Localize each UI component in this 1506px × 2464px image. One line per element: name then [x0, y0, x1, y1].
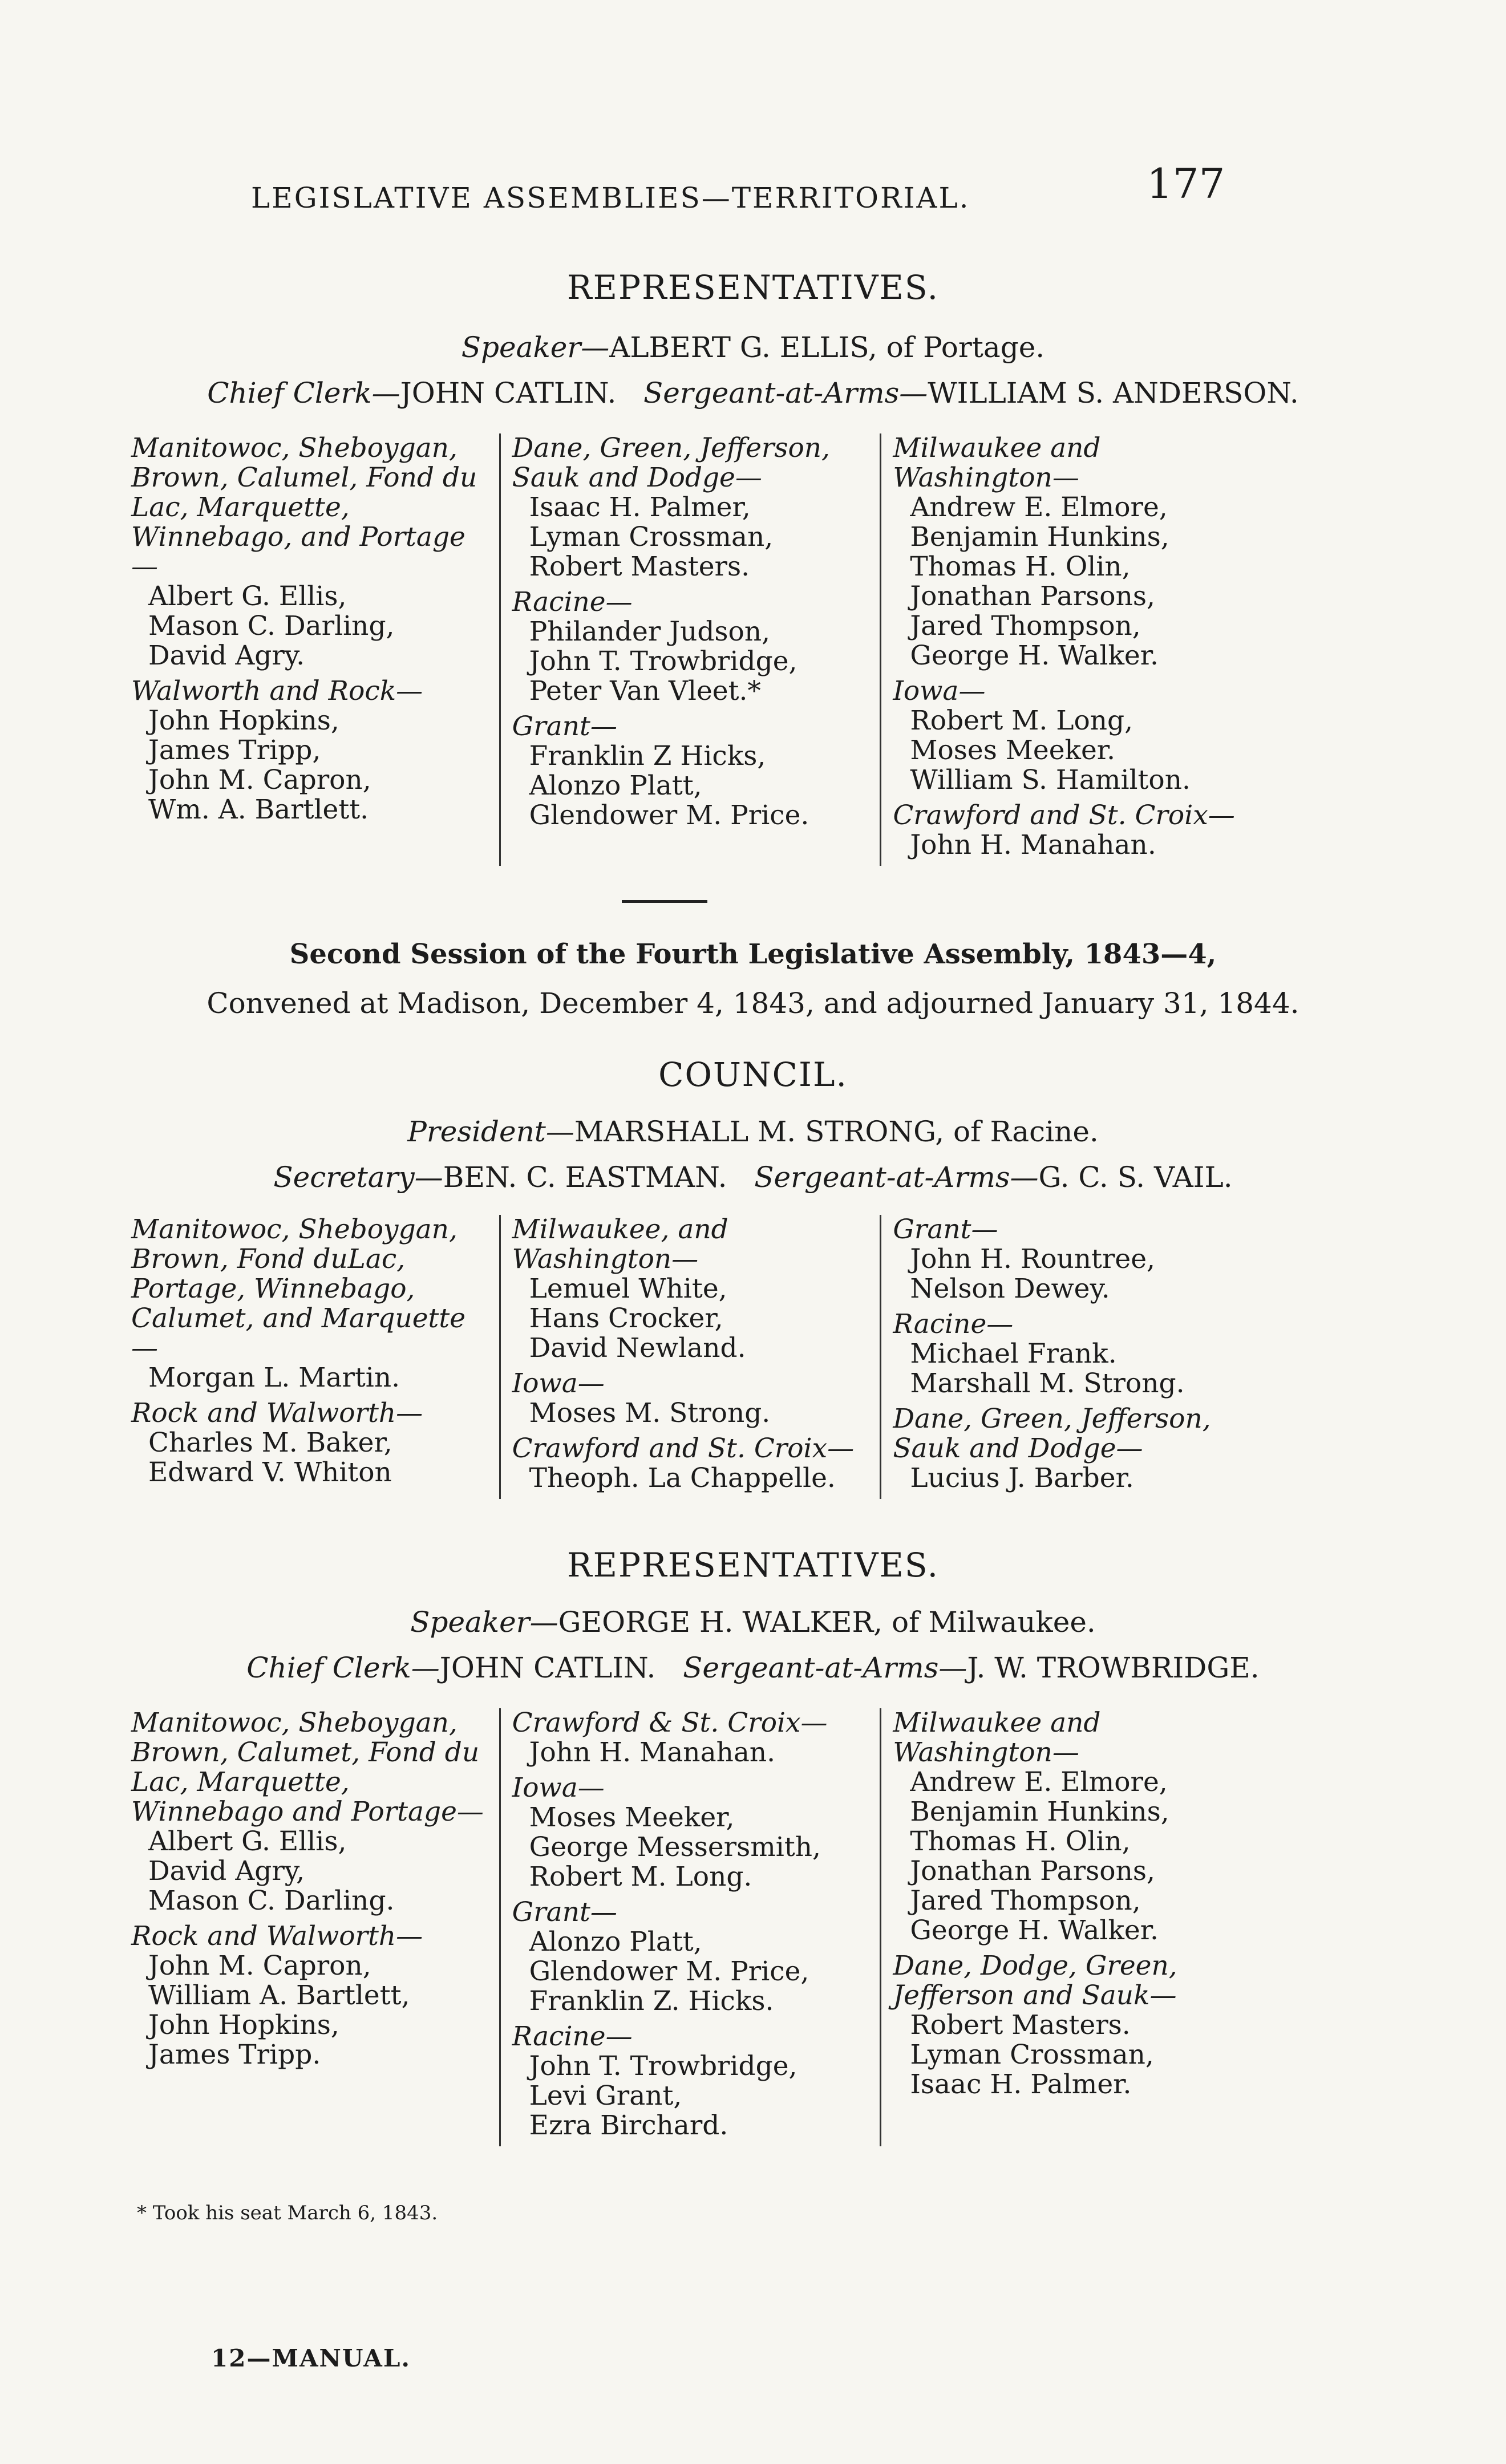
clerk-line-2 — [0, 1651, 1506, 1684]
district-column — [499, 1708, 880, 2146]
member-name: Peter Van Vleet.* — [529, 675, 761, 707]
running-title: LEGISLATIVE ASSEMBLIES—TERRITORIAL. — [251, 181, 970, 214]
district-column — [499, 433, 880, 866]
district-group — [893, 801, 1248, 860]
member-name: John H. Rountree, — [910, 1243, 1155, 1275]
district-name: Dane, Dodge, Green, Jefferson and Sauk— — [893, 1950, 1177, 2011]
session-convened: Convened at Madison, December 4, 1843, and adjourned January 31, 1844. — [207, 987, 1299, 1020]
member-name: Lyman Crossman, — [910, 2039, 1154, 2070]
district-group — [512, 1215, 868, 1363]
sergeant-value: WILLIAM S. ANDERSON. — [928, 376, 1299, 410]
district-group — [893, 1215, 1248, 1304]
clerk-line-1 — [0, 376, 1506, 410]
section-title-council: COUNCIL. — [658, 1055, 848, 1094]
district-group — [893, 676, 1248, 795]
district-name: Milwaukee, and Washington— — [512, 1214, 728, 1275]
clerk-value: JOHN CATLIN. — [400, 376, 617, 410]
district-group — [893, 1404, 1248, 1493]
district-group — [512, 587, 868, 706]
assembly2-districts — [120, 1708, 1261, 2146]
district-group — [512, 1369, 868, 1428]
member-name: Moses Meeker. — [910, 735, 1116, 766]
district-name: Rock and Walworth— — [131, 1397, 423, 1429]
district-name: Iowa— — [512, 1368, 605, 1399]
president-label: President— — [407, 1115, 574, 1148]
district-name: Iowa— — [893, 675, 986, 707]
member-name: David Agry. — [148, 640, 305, 671]
footnote: * Took his seat March 6, 1843. — [137, 2202, 438, 2224]
district-group — [512, 1898, 868, 2016]
district-name: Racine— — [893, 1308, 1014, 1340]
member-name: Wm. A. Bartlett. — [148, 794, 369, 825]
district-column — [120, 1215, 499, 1499]
district-group — [131, 1922, 487, 2070]
member-name: Benjamin Hunkins, — [910, 1796, 1169, 1827]
clerk-label: Chief Clerk— — [207, 376, 400, 410]
member-name: Robert M. Long. — [529, 1861, 752, 1892]
member-name: Franklin Z Hicks, — [529, 740, 766, 772]
district-group — [131, 676, 487, 825]
district-name: Dane, Green, Jefferson, Sauk and Dodge— — [512, 432, 830, 493]
district-group — [512, 1773, 868, 1892]
district-group — [512, 433, 868, 582]
district-group — [893, 1951, 1248, 2100]
district-column — [880, 1215, 1261, 1499]
district-group — [512, 712, 868, 830]
district-group — [893, 1310, 1248, 1399]
district-column — [120, 433, 499, 866]
speaker-line-2 — [0, 1606, 1506, 1639]
sergeant-label: Sergeant-at-Arms— — [643, 376, 928, 410]
member-name: Andrew E. Elmore, — [910, 492, 1168, 523]
member-name: Philander Judson, — [529, 616, 771, 647]
member-name: Alonzo Platt, — [529, 1926, 702, 1958]
district-group — [131, 1215, 487, 1393]
member-name: David Agry, — [148, 1855, 305, 1887]
speaker-line-1 — [0, 331, 1506, 364]
district-name: Crawford and St. Croix— — [893, 800, 1235, 831]
member-name: Glendower M. Price. — [529, 800, 809, 831]
council-sergeant-value: G. C. S. VAIL. — [1038, 1161, 1233, 1194]
member-name: Ezra Birchard. — [529, 2110, 728, 2141]
member-name: Thomas H. Olin, — [910, 1826, 1131, 1857]
page-number: 177 — [1147, 160, 1225, 208]
member-name: John H. Manahan. — [910, 829, 1156, 861]
district-name: Manitowoc, Sheboygan, Brown, Fond duLac, Portage, Winnebago, Calumet, and Marquette— — [131, 1214, 466, 1364]
session-heading: Second Session of the Fourth Legislative Assembly, 1843—4, — [289, 938, 1217, 970]
member-name: John Hopkins, — [148, 2009, 339, 2041]
member-name: Robert Masters. — [529, 551, 750, 582]
member-name: Jonathan Parsons, — [910, 581, 1155, 612]
district-name: Grant— — [512, 711, 617, 742]
section-divider — [622, 900, 707, 903]
district-group — [131, 1399, 487, 1488]
member-name: Robert Masters. — [910, 2009, 1131, 2041]
district-name: Manitowoc, Sheboygan, Brown, Calumet, Fond du Lac, Marquette, Winnebago and Portage— — [131, 1707, 484, 1827]
member-name: Mason C. Darling, — [148, 610, 395, 642]
member-name: Jonathan Parsons, — [910, 1855, 1155, 1887]
district-column — [880, 433, 1261, 866]
member-name: Hans Crocker, — [529, 1303, 723, 1334]
district-group — [893, 433, 1248, 671]
district-name: Milwaukee and Washington— — [893, 1707, 1101, 1768]
speaker-value: ALBERT G. ELLIS, of Portage. — [609, 331, 1045, 364]
district-name: Dane, Green, Jefferson, Sauk and Dodge— — [893, 1403, 1211, 1464]
member-name: Michael Frank. — [910, 1338, 1117, 1369]
member-name: Lyman Crossman, — [529, 521, 774, 553]
sergeant2-label: Sergeant-at-Arms— — [683, 1651, 967, 1684]
district-name: Manitowoc, Sheboygan, Brown, Calumel, Fond du Lac, Marquette, Winnebago, and Portage— — [131, 432, 477, 582]
member-name: John H. Manahan. — [529, 1737, 776, 1768]
member-name: Jared Thompson, — [910, 1885, 1141, 1916]
district-name: Grant— — [512, 1896, 617, 1928]
member-name: Lucius J. Barber. — [910, 1462, 1134, 1494]
secretary-label: Secretary— — [273, 1161, 443, 1194]
president-value: MARSHALL M. STRONG, of Racine. — [574, 1115, 1099, 1148]
member-name: George H. Walker. — [910, 1915, 1159, 1946]
speaker2-value: GEORGE H. WALKER, of Milwaukee. — [558, 1606, 1096, 1639]
member-name: Nelson Dewey. — [910, 1273, 1110, 1304]
member-name: George Messersmith, — [529, 1831, 821, 1863]
member-name: William A. Bartlett, — [148, 1980, 410, 2011]
district-name: Crawford & St. Croix— — [512, 1707, 828, 1738]
member-name: Edward V. Whiton — [148, 1457, 392, 1488]
district-name: Iowa— — [512, 1772, 605, 1804]
district-name: Rock and Walworth— — [131, 1920, 423, 1952]
member-name: David Newland. — [529, 1332, 746, 1364]
member-name: Albert G. Ellis, — [148, 581, 347, 612]
district-group — [131, 1708, 487, 1916]
member-name: William S. Hamilton. — [910, 764, 1191, 796]
section-title-representatives-2: REPRESENTATIVES. — [566, 1546, 940, 1584]
district-group — [893, 1708, 1248, 1946]
member-name: John Hopkins, — [148, 705, 339, 736]
council-sergeant-label: Sergeant-at-Arms— — [754, 1161, 1039, 1194]
member-name: James Tripp. — [148, 2039, 321, 2070]
district-name: Walworth and Rock— — [131, 675, 423, 707]
member-name: Jared Thompson, — [910, 610, 1141, 642]
member-name: Moses Meeker, — [529, 1802, 735, 1833]
member-name: Alonzo Platt, — [529, 770, 702, 801]
member-name: George H. Walker. — [910, 640, 1159, 671]
member-name: Marshall M. Strong. — [910, 1368, 1185, 1399]
speaker2-label: Speaker— — [410, 1606, 558, 1639]
district-group — [512, 2022, 868, 2141]
assembly1-districts — [120, 433, 1261, 866]
speaker-label: Speaker— — [461, 331, 610, 364]
district-name: Racine— — [512, 2021, 633, 2052]
member-name: James Tripp, — [148, 735, 321, 766]
member-name: Thomas H. Olin, — [910, 551, 1131, 582]
district-name: Grant— — [893, 1214, 998, 1245]
secretary-line — [0, 1161, 1506, 1194]
member-name: Levi Grant, — [529, 2080, 682, 2112]
secretary-value: BEN. C. EASTMAN. — [443, 1161, 727, 1194]
member-name: Benjamin Hunkins, — [910, 521, 1169, 553]
member-name: Glendower M. Price, — [529, 1956, 809, 1987]
member-name: Franklin Z. Hicks. — [529, 1985, 774, 2017]
member-name: Charles M. Baker, — [148, 1427, 392, 1458]
member-name: John T. Trowbridge, — [529, 2050, 797, 2082]
district-column — [120, 1708, 499, 2146]
president-line — [0, 1115, 1506, 1148]
member-name: Albert G. Ellis, — [148, 1826, 347, 1857]
member-name: Moses M. Strong. — [529, 1397, 771, 1429]
member-name: John M. Capron, — [148, 764, 371, 796]
district-name: Crawford and St. Croix— — [512, 1433, 855, 1464]
clerk2-label: Chief Clerk— — [246, 1651, 440, 1684]
district-name: Racine— — [512, 586, 633, 618]
member-name: Morgan L. Martin. — [148, 1362, 400, 1393]
district-group — [512, 1708, 868, 1768]
member-name: Isaac H. Palmer. — [910, 2069, 1132, 2100]
member-name: Robert M. Long, — [910, 705, 1133, 736]
clerk2-value: JOHN CATLIN. — [439, 1651, 656, 1684]
member-name: John M. Capron, — [148, 1950, 371, 1981]
member-name: John T. Trowbridge, — [529, 646, 797, 677]
sergeant2-value: J. W. TROWBRIDGE. — [967, 1651, 1260, 1684]
member-name: Lemuel White, — [529, 1273, 727, 1304]
district-column — [880, 1708, 1261, 2146]
district-group — [131, 433, 487, 671]
member-name: Andrew E. Elmore, — [910, 1766, 1168, 1798]
member-name: Mason C. Darling. — [148, 1885, 395, 1916]
member-name: Theoph. La Chappelle. — [529, 1462, 836, 1494]
district-group — [512, 1434, 868, 1493]
signature-mark: 12—MANUAL. — [211, 2344, 411, 2372]
district-column — [499, 1215, 880, 1499]
council-districts — [120, 1215, 1261, 1499]
district-name: Milwaukee and Washington— — [893, 432, 1101, 493]
member-name: Isaac H. Palmer, — [529, 492, 751, 523]
section-title-representatives-1: REPRESENTATIVES. — [566, 268, 940, 307]
